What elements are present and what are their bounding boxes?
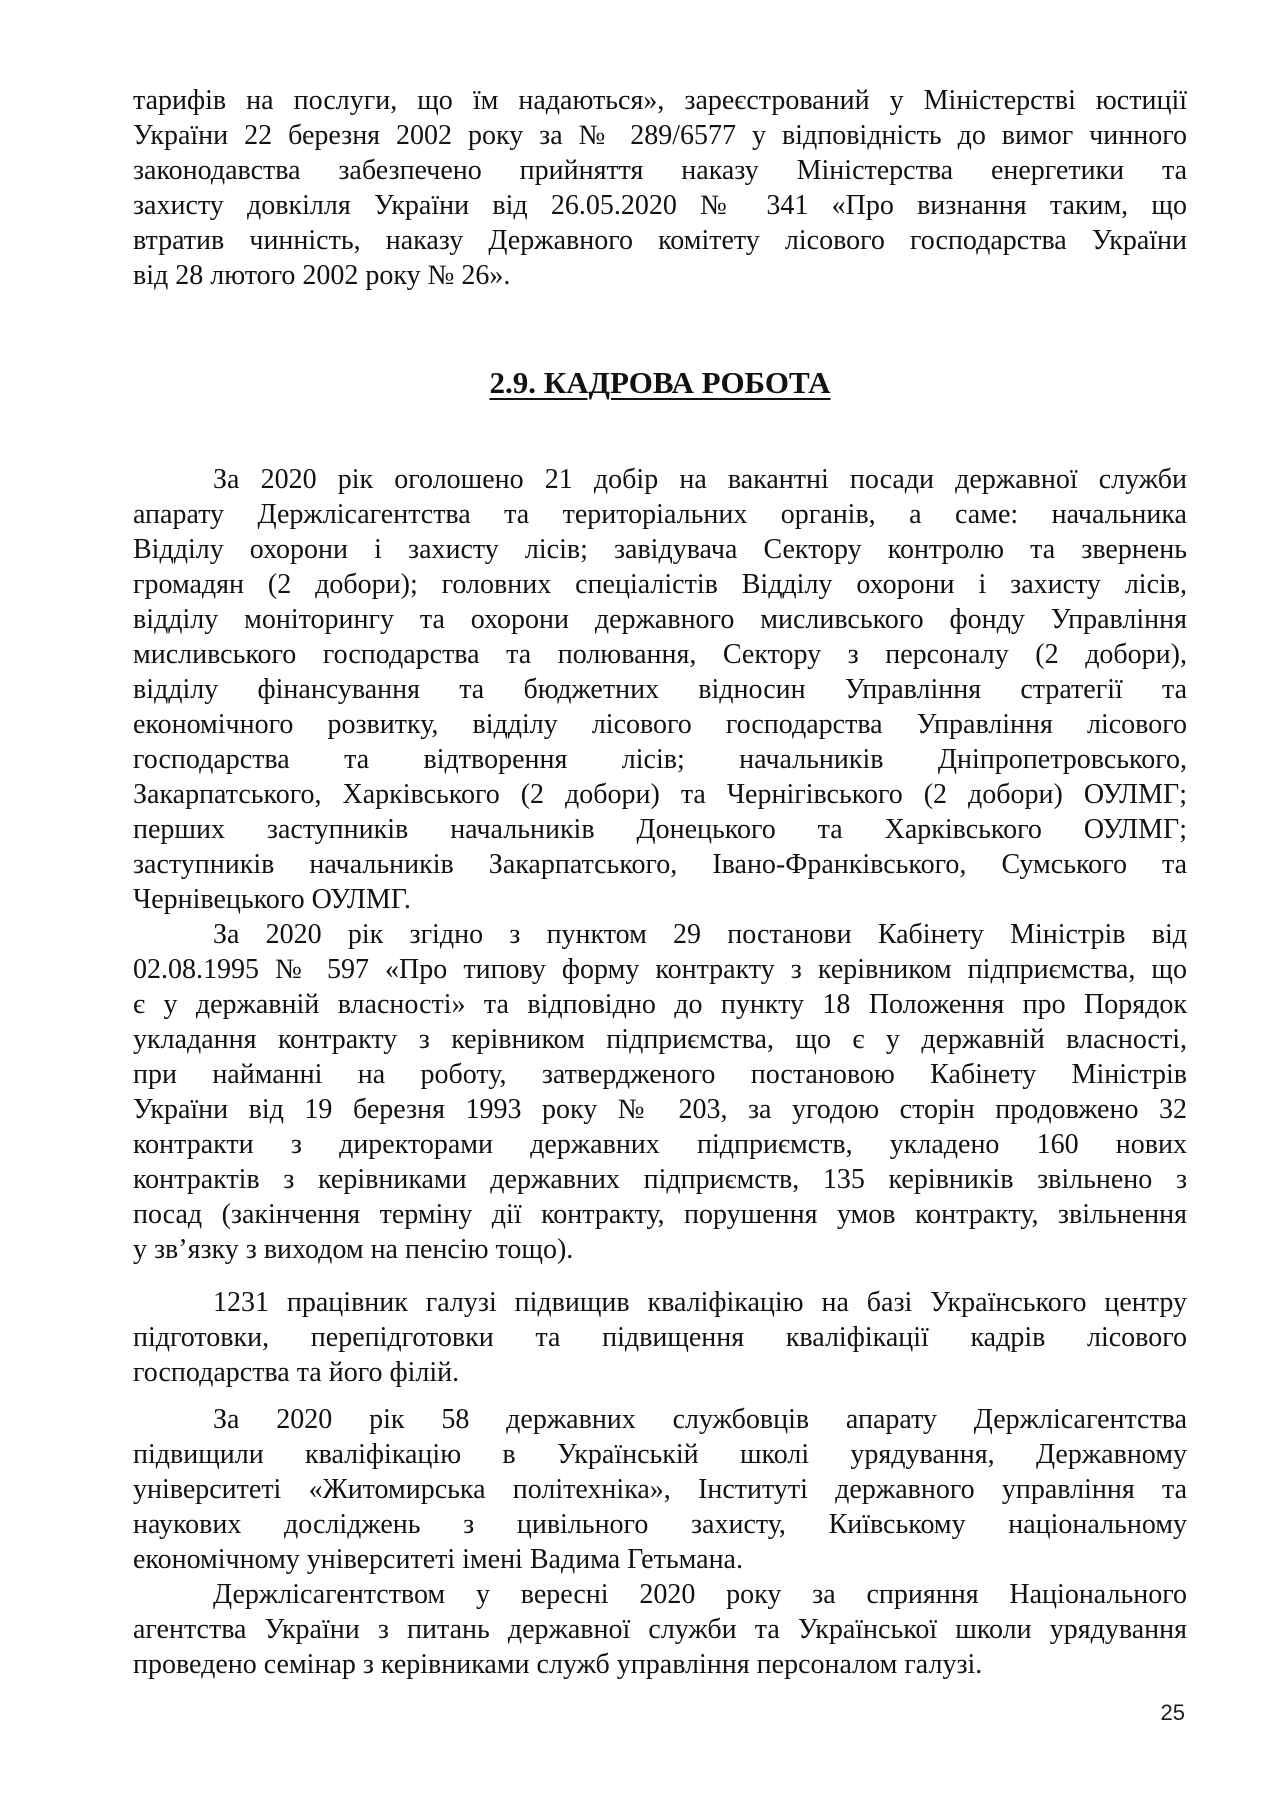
text-line: господарства та відтворення лісів; начальників Дніпропетровського,	[133, 744, 1187, 775]
text-line: є у державній власності» та відповідно до пункту 18 Положення про Порядок	[133, 989, 1187, 1020]
text-line: проведено семінар з керівниками служб управління персоналом галузі.	[133, 1649, 983, 1680]
text-line: За 2020 рік оголошено 21 добір на вакантні посади державної служби	[213, 464, 1187, 495]
text-line: посад (закінчення терміну дії контракту, порушення умов контракту, звільнення	[133, 1199, 1187, 1230]
text-line: економічному університеті імені Вадима Гетьмана.	[133, 1544, 743, 1575]
text-line: України 22 березня 2002 року за № 289/6577 у відповідність до вимог чинного	[133, 120, 1187, 151]
text-line: відділу фінансування та бюджетних відносин Управління стратегії та	[133, 674, 1187, 705]
text-line: Держлісагентством у вересні 2020 року за сприяння Національного	[213, 1579, 1187, 1610]
text-line: господарства та його філій.	[133, 1357, 460, 1388]
text-line: підготовки, перепідготовки та підвищення кваліфікації кадрів лісового	[133, 1322, 1187, 1353]
text-line: економічного розвитку, відділу лісового господарства Управління лісового	[133, 709, 1187, 740]
paragraph	[133, 917, 1187, 1267]
text-line: апарату Держлісагентства та територіальних органів, а саме: начальника	[133, 499, 1187, 530]
text-line: перших заступників начальників Донецького та Харківського ОУЛМГ;	[133, 814, 1187, 845]
text-line: Відділу охорони і захисту лісів; завідувача Сектору контролю та звернень	[133, 534, 1187, 565]
text-line: агентства України з питань державної служби та Української школи урядування	[133, 1614, 1187, 1645]
text-line: контрактів з керівниками державних підприємств, 135 керівників звільнено з	[133, 1164, 1187, 1195]
section-heading	[133, 363, 1187, 403]
text-line: наукових досліджень з цивільного захисту, Київському національному	[133, 1509, 1187, 1540]
text-line: укладання контракту з керівником підприємства, що є у державній власності,	[133, 1024, 1187, 1055]
text-line: мисливського господарства та полювання, Сектору з персоналу (2 добори),	[133, 639, 1187, 670]
text-line: Чернівецького ОУЛМГ.	[133, 884, 411, 915]
text-line: втратив чинність, наказу Державного комітету лісового господарства України	[133, 225, 1187, 256]
paragraph	[133, 462, 1187, 917]
text-line: 1231 працівник галузі підвищив кваліфікацію на базі Українського центру	[213, 1287, 1187, 1318]
text-line: при найманні на роботу, затвердженого постановою Кабінету Міністрів	[133, 1059, 1187, 1090]
text-line: у зв’язку з виходом на пенсію тощо).	[133, 1234, 574, 1265]
text-line: контракти з директорами державних підприємств, укладено 160 нових	[133, 1129, 1187, 1160]
text-line: законодавства забезпечено прийняття наказу Міністерства енергетики та	[133, 155, 1187, 186]
section-heading-text: 2.9. КАДРОВА РОБОТА	[489, 365, 831, 400]
text-line: від 28 лютого 2002 року № 26».	[133, 260, 511, 291]
text-line: За 2020 рік 58 державних службовців апарату Держлісагентства	[213, 1404, 1187, 1435]
text-line: підвищили кваліфікацію в Українській школі урядування, Державному	[133, 1439, 1187, 1470]
text-line: За 2020 рік згідно з пунктом 29 постанови Кабінету Міністрів від	[213, 919, 1187, 950]
paragraph	[133, 1285, 1187, 1390]
paragraph	[133, 1577, 1187, 1682]
paragraph	[133, 83, 1187, 293]
text-line: України від 19 березня 1993 року № 203, за угодою сторін продовжено 32	[133, 1094, 1187, 1125]
text-line: 02.08.1995 № 597 «Про типову форму контракту з керівником підприємства, що	[133, 954, 1187, 985]
text-line: тарифів на послуги, що їм надаються», зареєстрований у Міністерстві юстиції	[133, 85, 1187, 116]
text-line: відділу моніторингу та охорони державного мисливського фонду Управління	[133, 604, 1187, 635]
paragraph	[133, 1402, 1187, 1577]
text-line: Закарпатського, Харківського (2 добори) та Чернігівського (2 добори) ОУЛМГ;	[133, 779, 1187, 810]
text-line: заступників начальників Закарпатського, Івано-Франківського, Сумського та	[133, 849, 1187, 880]
text-line: університеті «Житомирська політехніка», Інституті державного управління та	[133, 1474, 1187, 1505]
page-number: 25	[1160, 1700, 1185, 1725]
text-line: захисту довкілля України від 26.05.2020 № 341 «Про визнання таким, що	[133, 190, 1187, 221]
text-line: громадян (2 добори); головних спеціалістів Відділу охорони і захисту лісів,	[133, 569, 1187, 600]
